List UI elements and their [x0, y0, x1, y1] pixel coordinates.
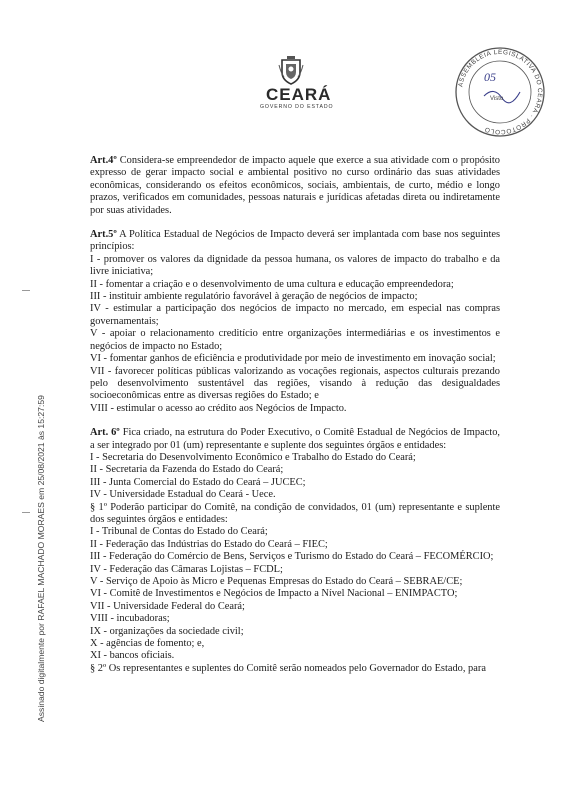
art4-text: Considera-se empreendedor de impacto aquele que exerce a sua atividade com o propósito expresso de gerar impacto social e ambiental positivo no curso ordinário das suas atividades econômicas, considerando os efeitos econômicos, sociais, ambientais, de curto, médio e longo prazos, verificados em comunidades, pessoas naturais e jurídicas afetadas direta ou indiretamente por suas atividades. [90, 155, 500, 216]
art6-item: II - Secretaria da Fazenda do Estado do Ceará; [90, 464, 284, 476]
art6-intro [90, 427, 500, 452]
par1-item: XI - bancos oficiais. [90, 650, 175, 662]
stamp-visto: Visto [490, 96, 504, 102]
svg-text:ASSEMBLEIA LEGISLATIVA DO CEAR [457, 49, 543, 135]
art5-item: VII - favorecer políticas públicas valorizando as vocações regionais, aspectos culturais prezando pelo desenvolvimento sustentável das regiões, visando à redução das desigualdades socioeconômicas entre as diversas regiões do Estado; e [90, 365, 500, 402]
par1-item: IX - organizações da sociedade civil; [90, 625, 244, 637]
protocol-stamp [454, 46, 546, 138]
coat-of-arms-icon [278, 55, 304, 85]
art5-item: II - fomentar a criação e o desenvolvimento de uma cultura e educação empreendedora; [90, 278, 454, 290]
par1-item: VII - Universidade Federal do Ceará; [90, 600, 245, 612]
art5-item: VI - fomentar ganhos de eficiência e produtividade por meio de investimento em inovação social; [90, 353, 496, 365]
art6-par2: § 2º Os representantes e suplentes do Comitê serão nomeados pelo Governador do Estado, para [90, 662, 486, 674]
art5-intro [90, 229, 500, 254]
par1-item: X - agências de fomento; e, [90, 638, 205, 650]
par1-item: VIII - incubadoras; [90, 613, 170, 625]
art6-item: III - Junta Comercial do Estado do Ceará – JUCEC; [90, 476, 306, 488]
margin-mark [22, 512, 30, 513]
art4-paragraph [90, 155, 500, 217]
art5-item: III - instituir ambiente regulatório favorável à geração de negócios de impacto; [90, 291, 418, 303]
art5-intro-text: A Política Estadual de Negócios de Impacto deverá ser implantada com base nos seguintes princípios: [90, 229, 500, 253]
art6-label: Art. 6º [90, 427, 120, 439]
art6-par1: § 1º Poderão participar do Comitê, na condição de convidados, 01 (um) representante e suplente dos seguintes órgãos e entidades: [90, 501, 500, 525]
par1-item: VI - Comitê de Investimentos e Negócios de Impacto a Nível Nacional – ENIMPACTO; [90, 588, 458, 600]
art6-item: I - Secretaria do Desenvolvimento Econômico e Trabalho do Estado do Ceará; [90, 451, 416, 463]
art6-intro-text: Fica criado, na estrutura do Poder Executivo, o Comitê Estadual de Negócios de Impacto, a ser integrado por 01 (um) representante e suplente dos seguintes órgãos e entidades: [90, 427, 500, 451]
art6-item: IV - Universidade Estadual do Ceará - Uece. [90, 489, 276, 501]
art5-item: VIII - estimular o acesso ao crédito aos Negócios de Impacto. [90, 402, 347, 414]
art5-item: IV - estimular a participação dos negócios de impacto no mercado, em especial nas compras governamentais; [90, 303, 500, 327]
stamp-ring-text: ASSEMBLEIA LEGISLATIVA DO CEARÁ · PROTOCOLO [457, 48, 544, 136]
document-body [90, 155, 500, 675]
logo-subtitle: GOVERNO DO ESTADO [260, 104, 334, 110]
par1-item: II - Federação das Indústrias do Estado do Ceará – FIEC; [90, 538, 328, 550]
art5-label: Art.5º [90, 229, 117, 241]
logo-wordmark: CEARÁ [266, 85, 332, 104]
par1-item: I - Tribunal de Contas do Estado do Ceará; [90, 526, 268, 538]
ceara-logo [260, 55, 334, 110]
par1-item: III - Federação do Comércio de Bens, Serviços e Turismo do Estado do Ceará – FECOMÉRCIO; [90, 551, 494, 563]
par1-item: V - Serviço de Apoio às Micro e Pequenas Empresas do Estado do Ceará – SEBRAE/CE; [90, 576, 463, 587]
margin-mark [22, 290, 30, 291]
stamp-number: 05 [484, 70, 496, 84]
art4-label: Art.4º [90, 155, 117, 166]
digital-signature-note: Assinado digitalmente por RAFAEL MACHADO MORAES em 25/08/2021 às 15:27:59 [36, 395, 46, 722]
art5-item: I - promover os valores da dignidade da pessoa humana, os valores de impacto do trabalho e da livre iniciativa; [90, 253, 500, 278]
par1-item: IV - Federação das Câmaras Lojistas – FCDL; [90, 563, 283, 575]
art5-item: V - apoiar o relacionamento creditício entre organizações intermediárias e os investimentos e negócios de impacto no Estado; [90, 328, 500, 352]
